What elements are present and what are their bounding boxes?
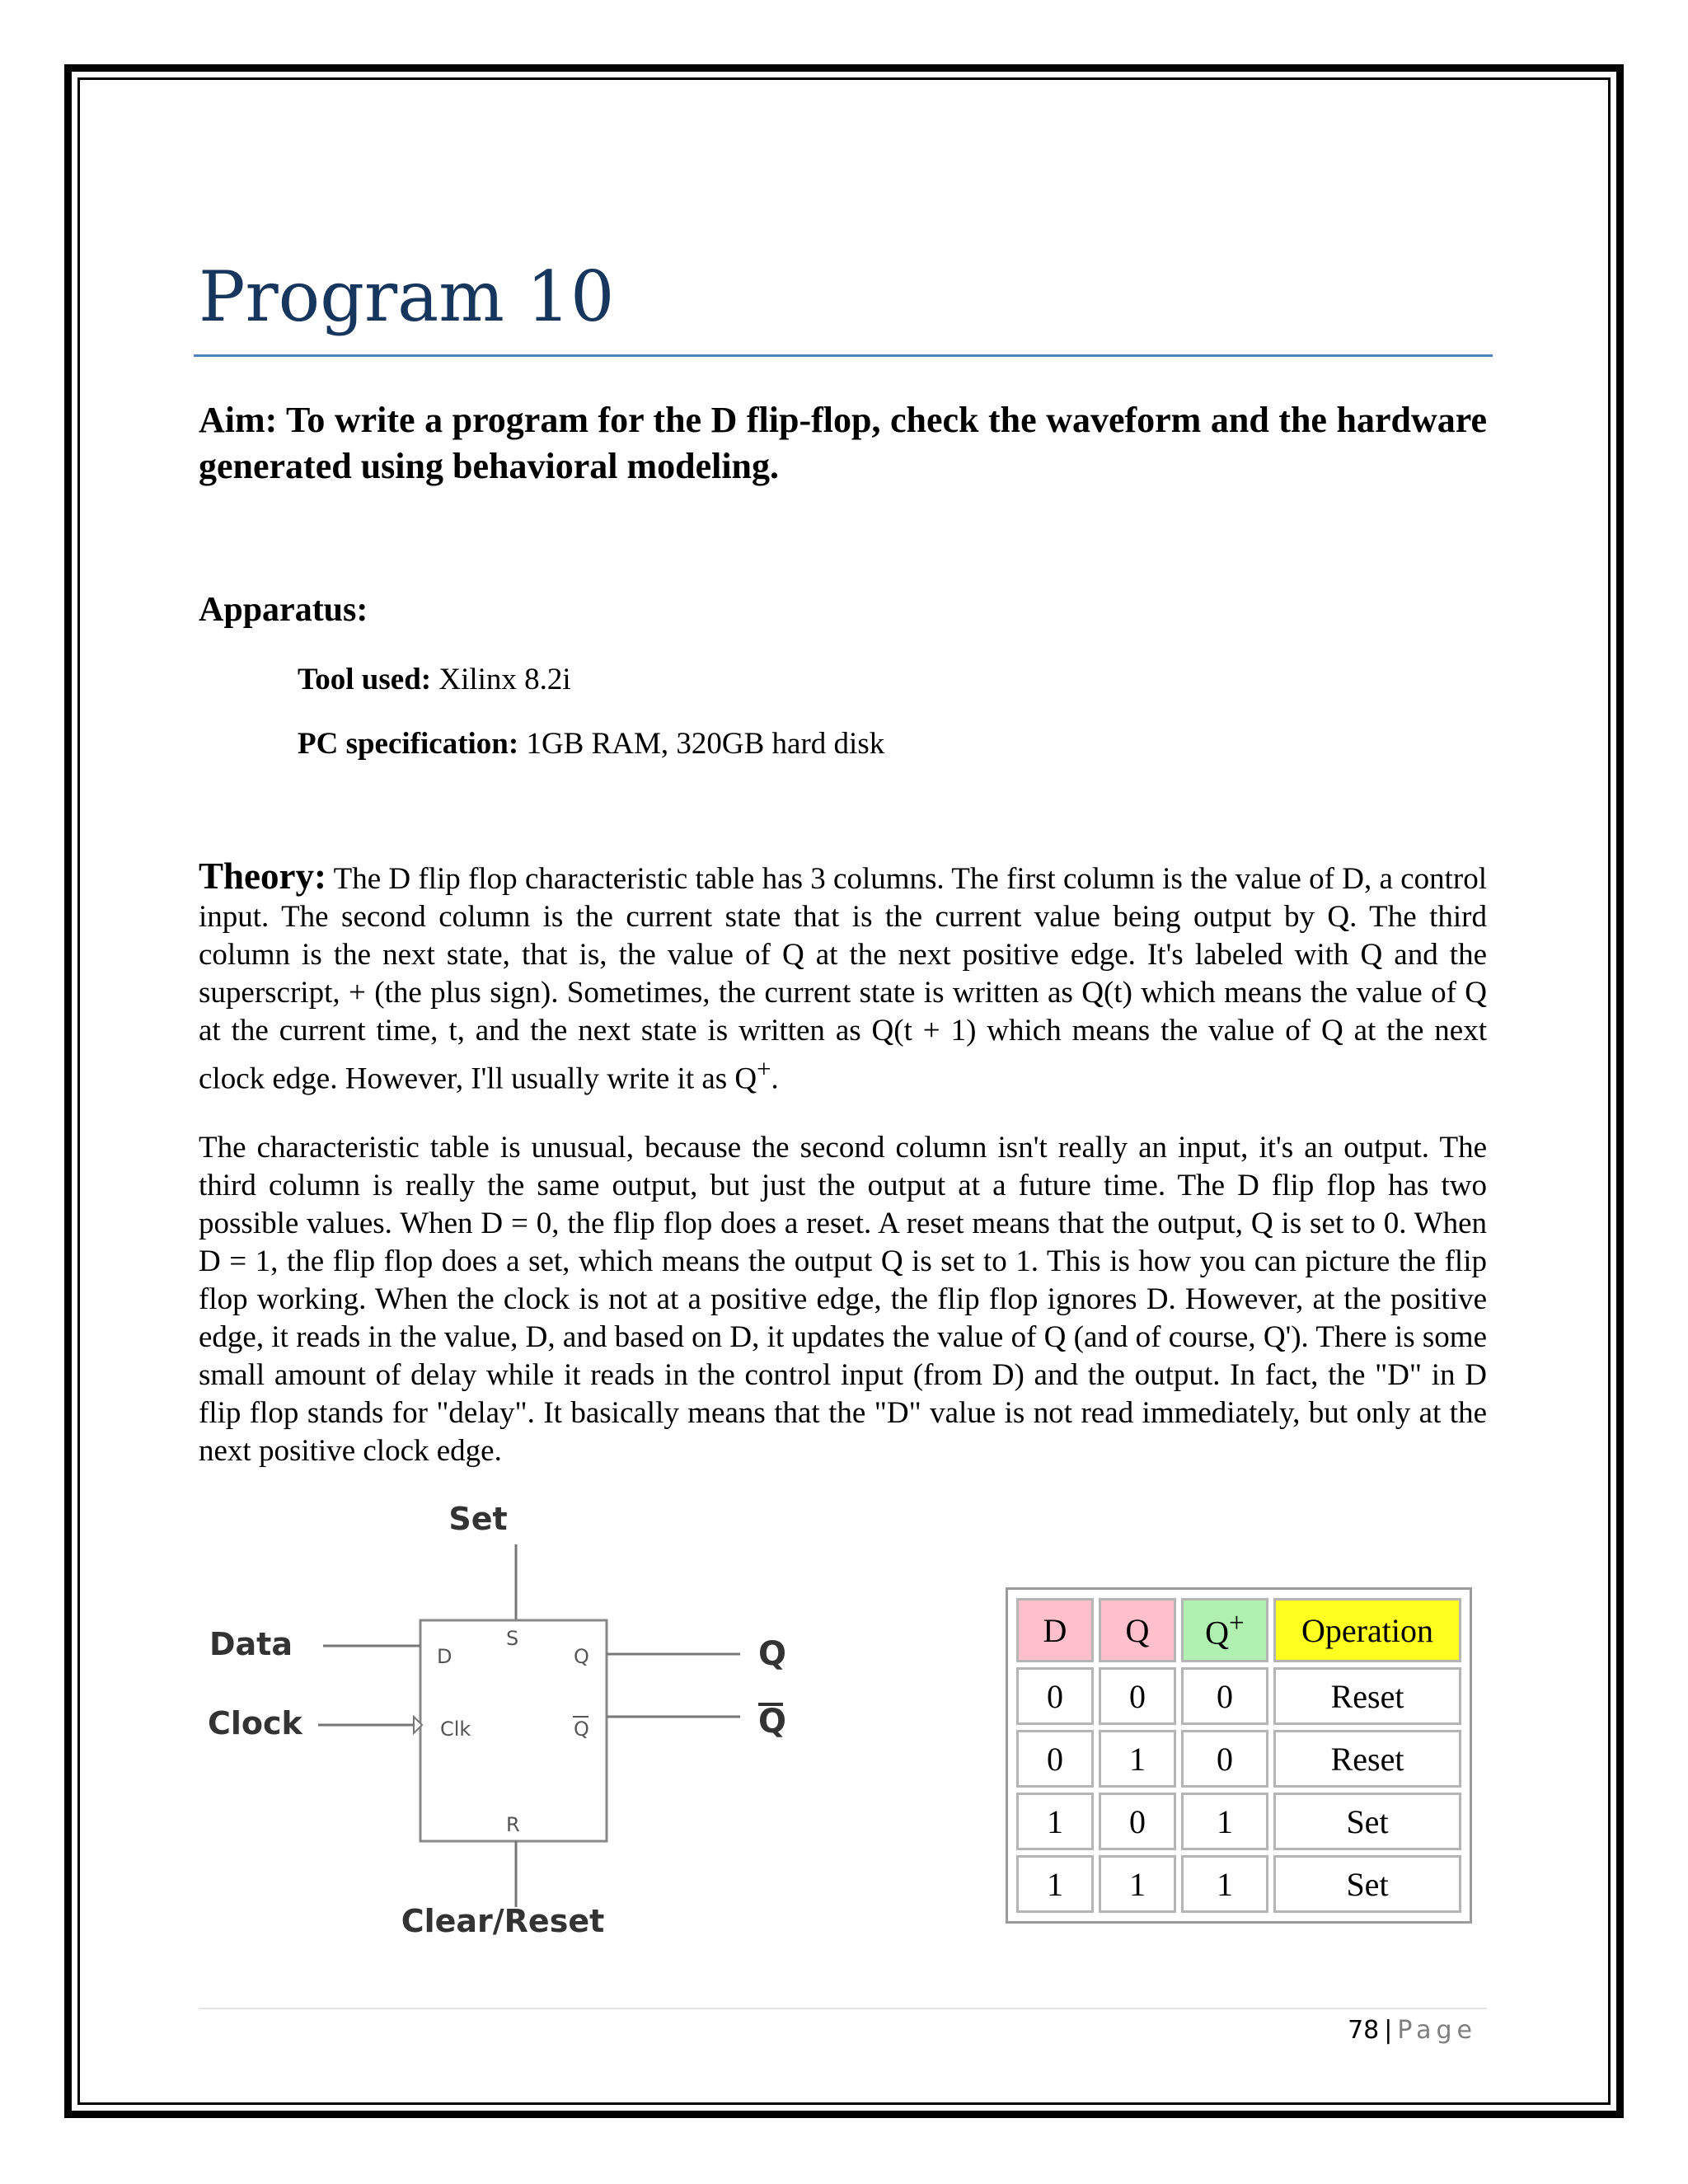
cell-operation: Reset — [1273, 1730, 1461, 1788]
d-flip-flop-diagram — [198, 1500, 791, 1945]
theory-heading: Theory: — [199, 855, 326, 897]
label-q: Q — [758, 1635, 787, 1673]
cell-d: 1 — [1016, 1793, 1094, 1850]
header-q-plus — [1181, 1598, 1268, 1662]
cell-d: 0 — [1016, 1730, 1094, 1788]
page-label: Page — [1397, 2016, 1477, 2045]
header-operation: Operation — [1273, 1598, 1461, 1662]
header-q: Q — [1099, 1598, 1176, 1662]
cell-q: 1 — [1099, 1730, 1176, 1788]
table-row — [1016, 1793, 1461, 1850]
cell-operation: Reset — [1273, 1667, 1461, 1725]
cell-q: 0 — [1099, 1793, 1176, 1850]
tool-used — [298, 661, 571, 699]
cell-q-next: 1 — [1181, 1855, 1268, 1913]
cell-q: 1 — [1099, 1855, 1176, 1913]
pin-d: D — [437, 1645, 452, 1668]
label-data: Data — [209, 1626, 293, 1662]
footer-rule — [199, 2008, 1487, 2009]
apparatus-heading: Apparatus: — [199, 591, 368, 629]
theory-superscript: + — [757, 1055, 771, 1083]
pc-specification-value: 1GB RAM, 320GB hard disk — [518, 727, 885, 761]
theory-paragraph-1 — [199, 857, 1487, 1098]
tool-used-label: Tool used: — [298, 663, 432, 696]
cell-q-next: 1 — [1181, 1793, 1268, 1850]
pin-qbar: Q — [574, 1718, 589, 1741]
header-q-plus-base: Q — [1205, 1614, 1230, 1652]
label-set: Set — [448, 1501, 508, 1537]
footer-separator: | — [1384, 2016, 1393, 2045]
title-rule — [194, 354, 1493, 357]
pin-s: S — [506, 1627, 519, 1650]
cell-d: 1 — [1016, 1855, 1094, 1913]
cell-operation: Set — [1273, 1855, 1461, 1913]
table-header-row — [1016, 1598, 1461, 1662]
characteristic-table — [1006, 1587, 1472, 1924]
table-row — [1016, 1667, 1461, 1725]
theory-text-1: The D flip flop characteristic table has 3 columns. The first column is the value of D, a control input. The second column is the current state that is the current value being output by Q. The third column is the next state, that is, the value of Q at the next positive edge. It's labeled with Q and the superscript, + (the plus sign). Sometimes, the current state is written as Q(t) which means the value of Q at the current time, t, and the next state is written as Q(t + 1) which means the value of Q at the next clock edge. However, I'll usually write it as Q — [199, 862, 1487, 1096]
table-row — [1016, 1855, 1461, 1913]
pin-q: Q — [574, 1645, 589, 1668]
aim-statement: Aim: To write a program for the D flip-flop, check the waveform and the hardware generated using behavioral modeling. — [199, 400, 1487, 486]
pc-specification — [298, 725, 884, 763]
cell-operation: Set — [1273, 1793, 1461, 1850]
theory-paragraph-2: The characteristic table is unusual, because the second column isn't really an input, it's an output. The third column is really the same output, but just the output at a future time. The D flip flop has two possible values. When D = 0, the flip flop does a reset. A reset means that the output, Q is set to 0. When D = 1, the flip flop does a set, which means the output Q is set to 1. This is how you can picture the flip flop working. When the clock is not at a positive edge, the flip flop ignores D. However, at the positive edge, it reads in the value, D, and based on D, it updates the value of Q (and of course, Q'). There is some small amount of delay while it reads in the control input (from D) and the output. In fact, the "D" in D flip flop stands for "delay". It basically means that the "D" value is not read immediately, but only at the next positive clock edge. — [199, 1131, 1487, 1468]
header-q-plus-sup: + — [1229, 1608, 1245, 1639]
theory-text-1-end: . — [771, 1062, 779, 1096]
page-number: 78 — [1348, 2016, 1380, 2045]
header-d: D — [1016, 1598, 1094, 1662]
table-row — [1016, 1730, 1461, 1788]
page-title: Program 10 — [199, 256, 615, 337]
cell-q-next: 0 — [1181, 1730, 1268, 1788]
label-clock: Clock — [208, 1705, 302, 1741]
cell-q: 0 — [1099, 1667, 1176, 1725]
pc-specification-label: PC specification: — [298, 727, 519, 761]
d-flip-flop-svg — [198, 1500, 791, 1945]
cell-q-next: 0 — [1181, 1667, 1268, 1725]
pin-r: R — [506, 1813, 520, 1836]
page-footer — [1348, 2014, 1477, 2047]
tool-used-value: Xilinx 8.2i — [431, 663, 571, 696]
label-clear-reset: Clear/Reset — [401, 1903, 605, 1939]
cell-d: 0 — [1016, 1667, 1094, 1725]
pin-clk: Clk — [440, 1718, 471, 1741]
label-qbar: Q — [758, 1703, 787, 1741]
